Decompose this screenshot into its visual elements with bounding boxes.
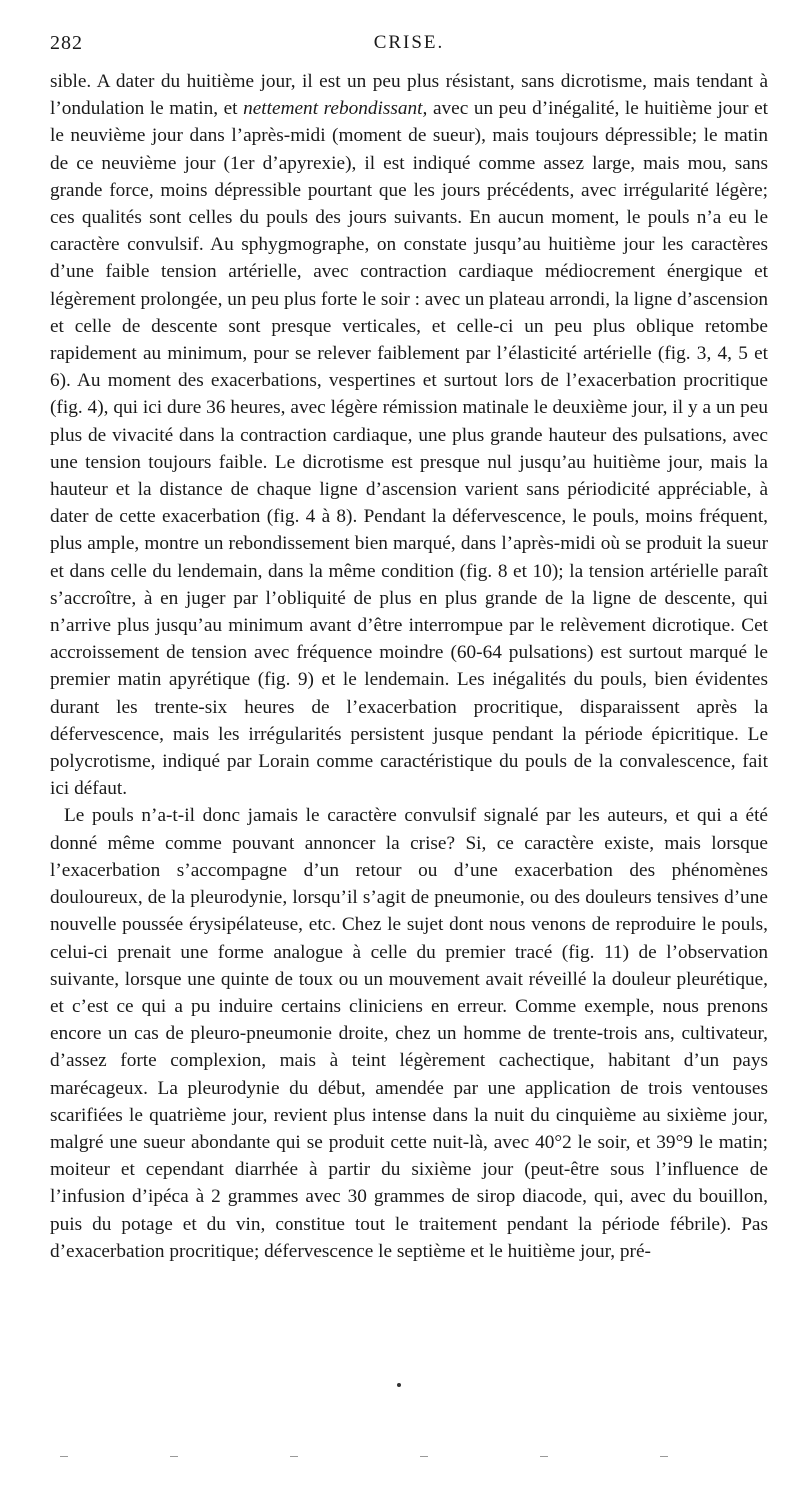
paragraph-1-text-start: sible. A dater du huitième jour, il est un peu plus résistant, sans dicrotisme, mais tendant à l’ondulation le matin, et — [50, 71, 768, 120]
paragraph-1-text-end: avec un peu d’inégalité, le huitième jour et le neuvième jour dans l’après-midi (moment de sueur), mais toujours dépressible; le matin de ce neuvième jour (1er d’apyrexie), il est indiqué comme assez large, mais mou, sans grande force, moins dépressible pourtant que les jours précédents, avec irrégularité légère; ces qualités sont celles du pouls des jours suivants. En aucun moment, le pouls n’a eu le caractère convulsif. Au sphygmographe, on constate jusqu’au huitième jour les caractères d’une faible tension artérielle, avec contraction cardiaque médiocrement énergique et légèrement prolongée, un peu plus forte le soir : avec un plateau arrondi, la ligne d’ascension et celle de descente sont presque verticales, et celle-ci un peu plus oblique retombe rapidement au minimum, pour se relever faiblement par l’élasticité artérielle (fig. 3, 4, 5 et 6). Au moment des exacerbations, vespertines et surtout lors de l’exacerbation procritique (fig. 4), qui ici dure 36 heures, avec légère rémission matinale le deuxième jour, il y a un peu plus de vivacité dans la contraction cardiaque, une plus grande hauteur des pulsations, avec une tension toujours faible. Le dicrotisme est presque nul jusqu’au huitième jour, mais la hauteur et la distance de chaque ligne d’ascension varient sans périodicité appréciable, à dater de cette exacerbation (fig. 4 à 8). Pendant la défervescence, le pouls, moins fréquent, plus ample, montre un rebondissement bien marqué, dans l’après-midi où se produit la sueur et dans celle du lendemain, dans la même condition (fig. 8 et 10); la tension artérielle paraît s’accroître, à en juger par l’obliquité de plus en plus grande de la ligne de descente, qui n’arrive plus jusqu’au minimum avant d’être interrompue par le relèvement dicrotique. Cet accroissement de tension avec fréquence moindre (60-64 pulsations) est surtout marqué le premier matin apyrétique (fig. 9) et le lendemain. Les inégalités du pouls, bien évidentes durant les trente-six heures de l’exacerbation procritique, disparaissent après la défervescence, mais les irrégularités persistent jusque pendant la période épicritique. Le polycrotisme, indiqué par Lorain comme caractéristique du pouls de la convalescence, fait ici défaut. — [50, 98, 769, 800]
document-page — [50, 28, 768, 1265]
page-edge-marks — [60, 1456, 740, 1460]
paragraph-1 — [50, 68, 768, 802]
paragraph-2 — [50, 802, 768, 1264]
paragraph-2-text: Le pouls n’a-t-il donc jamais le caractère convulsif signalé par les auteurs, et qui a été donné même comme pouvant annoncer la crise? Si, ce caractère existe, mais lorsque l’exacerbation s’accompagne d’un retour ou d’une exacerbation des phénomènes douloureux, de la pleurodynie, lorsqu’il s’agit de pneumonie, ou des douleurs tensives d’une nouvelle poussée érysipélateuse, etc. Chez le sujet dont nous venons de reproduire le pouls, celui-ci prenait une forme analogue à celle du premier tracé (fig. 11) de l’observation suivante, lorsque une quinte de toux ou un mouvement avait réveillé la douleur pleurétique, et c’est ce qui a pu induire certains cliniciens en erreur. Comme exemple, nous prenons encore un cas de pleuro-pneumonie droite, chez un homme de trente-trois ans, cultivateur, d’assez forte complexion, mais à teint légèrement cachectique, habitant d’un pays marécageux. La pleurodynie du début, amendée par une application de trois ventouses scarifiées le quatrième jour, revient plus intense dans la nuit du cinquième au sixième jour, malgré une sueur abondante qui se produit cette nuit-là, avec 40°2 le soir, et 39°9 le matin; moiteur et cependant diarrhée à partir du sixième jour (peut-être sous l’influence de l’infusion d’ipéca à 2 grammes avec 30 grammes de sirop diacode, qui, avec du bouillon, puis du potage et du vin, constitue tout le traitement pendant la période fébrile). Pas d’exacerbation procritique; défervescence le septième et le huitième jour, pré- — [50, 805, 768, 1262]
running-title: CRISE. — [373, 32, 445, 53]
ink-dot — [397, 1383, 401, 1387]
page-header — [50, 28, 768, 62]
body-text — [50, 68, 768, 1265]
page-number: 282 — [50, 32, 83, 54]
paragraph-1-emphasis: nettement rebondissant, — [243, 98, 428, 120]
